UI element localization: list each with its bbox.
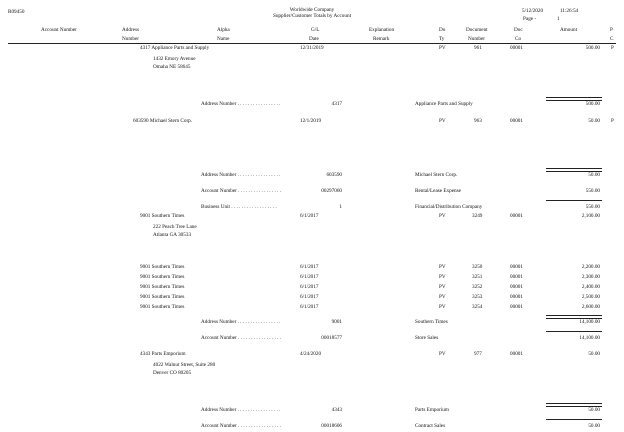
col-alpha-2: Name — [217, 36, 230, 42]
page-number: 1 — [557, 16, 560, 22]
line-amount: 2,400.00 — [581, 284, 600, 290]
line-name: 4343 Parts Emporium — [140, 351, 186, 357]
total-label: Address Number . . . . . . . . . . . . . . . . . — [201, 172, 281, 178]
line-gl-date: 4/24/2020 — [300, 351, 322, 357]
total-rule — [546, 331, 602, 332]
line-name: 4317 Appliance Parts and Supply — [140, 45, 210, 51]
total-name: Contract Sales — [415, 423, 446, 429]
line-amount: 2,500.00 — [581, 294, 600, 300]
line-amount: 2,300.00 — [581, 274, 600, 280]
line-doc-number: 3251 — [472, 274, 483, 280]
line-doc-co: 00001 — [510, 213, 523, 219]
total-label: Account Number . . . . . . . . . . . . . . . . . — [201, 423, 281, 429]
col-explanation-2: Remark — [373, 36, 390, 42]
line-doc-type: PV — [439, 274, 446, 280]
total-label: Address Number . . . . . . . . . . . . . . . . . — [201, 319, 281, 325]
total-label: Account Number . . . . . . . . . . . . . . . . . — [201, 188, 281, 194]
total-rule — [546, 419, 602, 420]
line-doc-co: 00001 — [510, 274, 523, 280]
total-value: 00018606 — [321, 423, 342, 429]
line-doc-number: 3254 — [472, 304, 483, 310]
total-value: 00018577 — [321, 335, 342, 341]
col-explanation-1: Explanation — [369, 27, 395, 33]
total-value: 4343 — [331, 407, 342, 413]
total-amount: 50.00 — [588, 407, 600, 413]
page-label: Page - — [523, 16, 537, 22]
line-doc-type: PV — [439, 284, 446, 290]
col-amount: Amount — [560, 27, 578, 33]
line-gl-date: 6/1/2017 — [300, 304, 319, 310]
line-doc-number: 977 — [474, 351, 482, 357]
report-time: 11:26:54 — [560, 8, 579, 14]
col-gl-1: G/L — [311, 27, 320, 33]
total-value: 1 — [339, 204, 342, 210]
total-value: 603590 — [326, 172, 342, 178]
total-name: Store Sales — [415, 335, 439, 341]
total-name: Parts Emporium — [415, 407, 449, 413]
col-doc-co-2: Co — [515, 36, 522, 42]
total-label: Account Number . . . . . . . . . . . . . . . . . — [201, 335, 281, 341]
line-gl-date: 6/1/2017 — [300, 264, 319, 270]
line-doc-type: PV — [439, 264, 446, 270]
address-line-1: 222 Peach Tree Lane — [153, 224, 197, 230]
total-amount: 550.00 — [585, 188, 600, 194]
col-doc-number-1: Document — [466, 27, 488, 33]
line-gl-date: 12/1/2019 — [300, 118, 322, 124]
line-doc-type: PV — [439, 304, 446, 310]
line-gl-date: 6/1/2017 — [300, 284, 319, 290]
report-title: Supplier/Customer Totals by Account — [272, 13, 352, 19]
line-gl-date: 6/1/2017 — [300, 274, 319, 280]
line-doc-co: 00001 — [510, 351, 523, 357]
line-gl-date: 6/1/2017 — [300, 294, 319, 300]
line-pc: P — [611, 45, 614, 51]
line-amount: 50.00 — [588, 351, 600, 357]
total-name: Financial/Distribution Company — [415, 204, 483, 210]
line-doc-number: 963 — [474, 118, 482, 124]
line-doc-number: 961 — [474, 45, 482, 51]
total-label: Address Number . . . . . . . . . . . . . . . . . — [201, 407, 281, 413]
line-doc-number: 3249 — [472, 213, 483, 219]
line-doc-co: 00001 — [510, 294, 523, 300]
col-doc-co-1: Doc — [514, 27, 523, 33]
line-doc-co: 00001 — [510, 45, 523, 51]
total-name: Southern Times — [415, 319, 448, 325]
total-label: Address Number . . . . . . . . . . . . . . . . . — [201, 101, 281, 107]
col-doc-type-1: Do — [439, 27, 446, 33]
total-value: 9001 — [331, 319, 342, 325]
line-amount: 2,600.00 — [581, 304, 600, 310]
line-doc-co: 00001 — [510, 304, 523, 310]
line-name: 9001 Southern Times — [140, 274, 185, 280]
total-name: Rental/Lease Expense — [415, 188, 461, 194]
company-name: Worldwide Company — [289, 7, 335, 13]
line-doc-co: 00001 — [510, 264, 523, 270]
header-rule — [8, 43, 616, 44]
col-address-1: Address — [122, 27, 140, 33]
col-account-number: Account Number — [41, 27, 77, 33]
total-name: Appliance Parts and Supply — [415, 101, 473, 107]
line-amount: 500.00 — [585, 45, 600, 51]
line-doc-type: PV — [439, 118, 446, 124]
col-pc-2: C — [610, 36, 614, 42]
line-name: 9001 Southern Times — [140, 264, 185, 270]
total-rule — [546, 200, 602, 201]
line-doc-type: PV — [439, 351, 446, 357]
total-amount: 14,100.00 — [579, 319, 600, 325]
total-amount: 50.00 — [588, 172, 600, 178]
col-doc-type-2: Ty — [439, 36, 445, 42]
line-gl-date: 12/31/2019 — [300, 45, 324, 51]
line-doc-type: PV — [439, 213, 446, 219]
address-line-2: Denver CO 80205 — [153, 370, 192, 376]
line-doc-type: PV — [439, 45, 446, 51]
line-name: 9001 Southern Times — [140, 213, 185, 219]
line-gl-date: 6/1/2017 — [300, 213, 319, 219]
total-amount: 50.00 — [588, 423, 600, 429]
report-date: 5/12/2020 — [522, 8, 544, 14]
total-amount: 14,100.00 — [579, 335, 600, 341]
total-amount: 500.00 — [585, 101, 600, 107]
total-amount: 550.00 — [585, 204, 600, 210]
line-doc-number: 3253 — [472, 294, 483, 300]
line-doc-type: PV — [439, 294, 446, 300]
line-doc-co: 00001 — [510, 118, 523, 124]
col-pc-1: P — [610, 27, 613, 33]
total-name: Michael Stern Corp. — [415, 172, 458, 178]
line-pc: P — [611, 118, 614, 124]
line-name: 603590 Michael Stern Corp. — [133, 118, 193, 124]
line-name: 9001 Southern Times — [140, 304, 185, 310]
report-id: R09450 — [8, 9, 25, 15]
address-line-2: Omaha NE 58645 — [153, 64, 191, 70]
line-amount: 2,100.00 — [581, 213, 600, 219]
col-alpha-1: Alpha — [217, 27, 230, 33]
address-line-2: Atlanta GA 30533 — [153, 232, 192, 238]
col-doc-number-2: Number — [468, 36, 485, 42]
address-line-1: 4022 Walnut Street, Suite 280 — [153, 362, 216, 368]
line-doc-co: 00001 — [510, 284, 523, 290]
col-gl-2: Date — [309, 36, 319, 42]
total-value: 00297060 — [321, 188, 342, 194]
line-amount: 2,200.00 — [581, 264, 600, 270]
line-doc-number: 3252 — [472, 284, 483, 290]
line-amount: 50.00 — [588, 118, 600, 124]
total-label: Business Unit . . . . . . . . . . . . . . . . . . — [201, 204, 277, 210]
address-line-1: 1432 Emory Avenue — [153, 56, 196, 62]
total-value: 4317 — [331, 101, 342, 107]
line-name: 9001 Southern Times — [140, 284, 185, 290]
line-doc-number: 3250 — [472, 264, 483, 270]
col-address-2: Number — [122, 36, 139, 42]
line-name: 9001 Southern Times — [140, 294, 185, 300]
